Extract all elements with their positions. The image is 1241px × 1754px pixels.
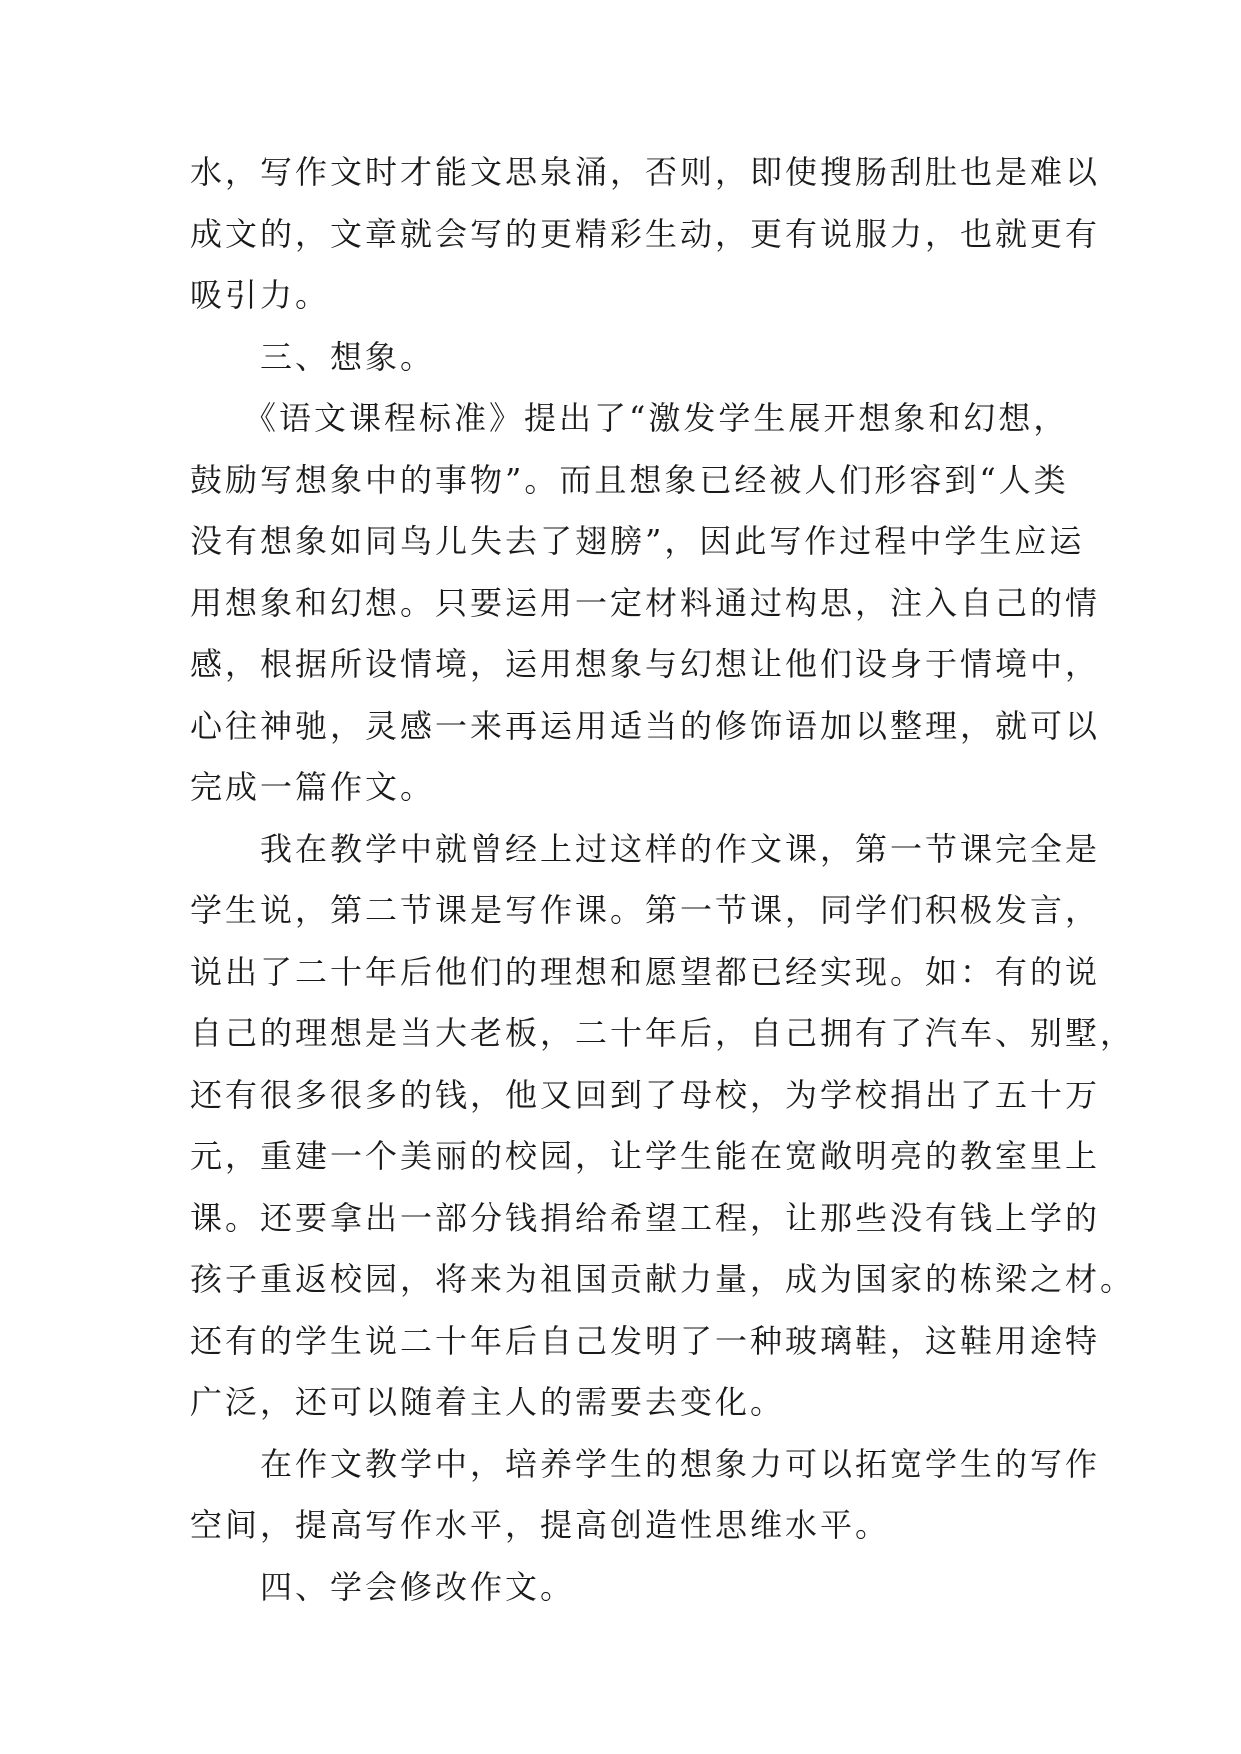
text-line: 在作文教学中，培养学生的想象力可以拓宽学生的写作 <box>190 1444 1101 1483</box>
text-line: 课。还要拿出一部分钱捐给希望工程，让那些没有钱上学的 <box>190 1198 1101 1237</box>
text-line: 元，重建一个美丽的校园，让学生能在宽敞明亮的教室里上 <box>190 1137 1101 1175</box>
text-line: 《语文课程标准》提出了“激发学生展开想象和幻想， <box>190 399 1069 437</box>
text-line: 说出了二十年后他们的理想和愿望都已经实现。如：有的说 <box>190 952 1101 991</box>
text-line: 感，根据所设情境，运用想象与幻想让他们设身于情境中， <box>190 645 1101 683</box>
section-heading: 三、想象。 <box>190 337 436 376</box>
text-line: 水，写作文时才能文思泉涌，否则，即使搜肠刮肚也是难以 <box>190 153 1101 191</box>
text-line: 完成一篇作文。 <box>190 768 436 806</box>
text-line: 用想象和幻想。只要运用一定材料通过构思，注入自己的情 <box>190 583 1101 622</box>
text-line: 鼓励写想象中的事物”。而且想象已经被人们形容到“人类 <box>190 460 1069 499</box>
text-line: 学生说，第二节课是写作课。第一节课，同学们积极发言， <box>190 891 1101 929</box>
text-line: 没有想象如同鸟儿失去了翅膀”，因此写作过程中学生应运 <box>190 522 1085 560</box>
text-line: 广泛，还可以随着主人的需要去变化。 <box>190 1383 786 1421</box>
document-body <box>190 142 1136 1618</box>
text-line: 自己的理想是当大老板，二十年后，自己拥有了汽车、别墅， <box>190 1014 1136 1052</box>
text-line: 成文的，文章就会写的更精彩生动，更有说服力，也就更有 <box>190 214 1101 253</box>
text-line: 孩子重返校园，将来为祖国贡献力量，成为国家的栋梁之材。 <box>190 1260 1136 1298</box>
text-line: 我在教学中就曾经上过这样的作文课，第一节课完全是 <box>190 829 1101 868</box>
text-line: 还有很多很多的钱，他又回到了母校，为学校捐出了五十万 <box>190 1075 1101 1114</box>
text-line: 还有的学生说二十年后自己发明了一种玻璃鞋，这鞋用途特 <box>190 1321 1101 1360</box>
text-line: 心往神驰，灵感一来再运用适当的修饰语加以整理，就可以 <box>190 706 1101 745</box>
section-heading: 四、学会修改作文。 <box>190 1567 576 1606</box>
text-line: 吸引力。 <box>190 276 331 314</box>
text-line: 空间，提高写作水平，提高创造性思维水平。 <box>190 1506 891 1544</box>
